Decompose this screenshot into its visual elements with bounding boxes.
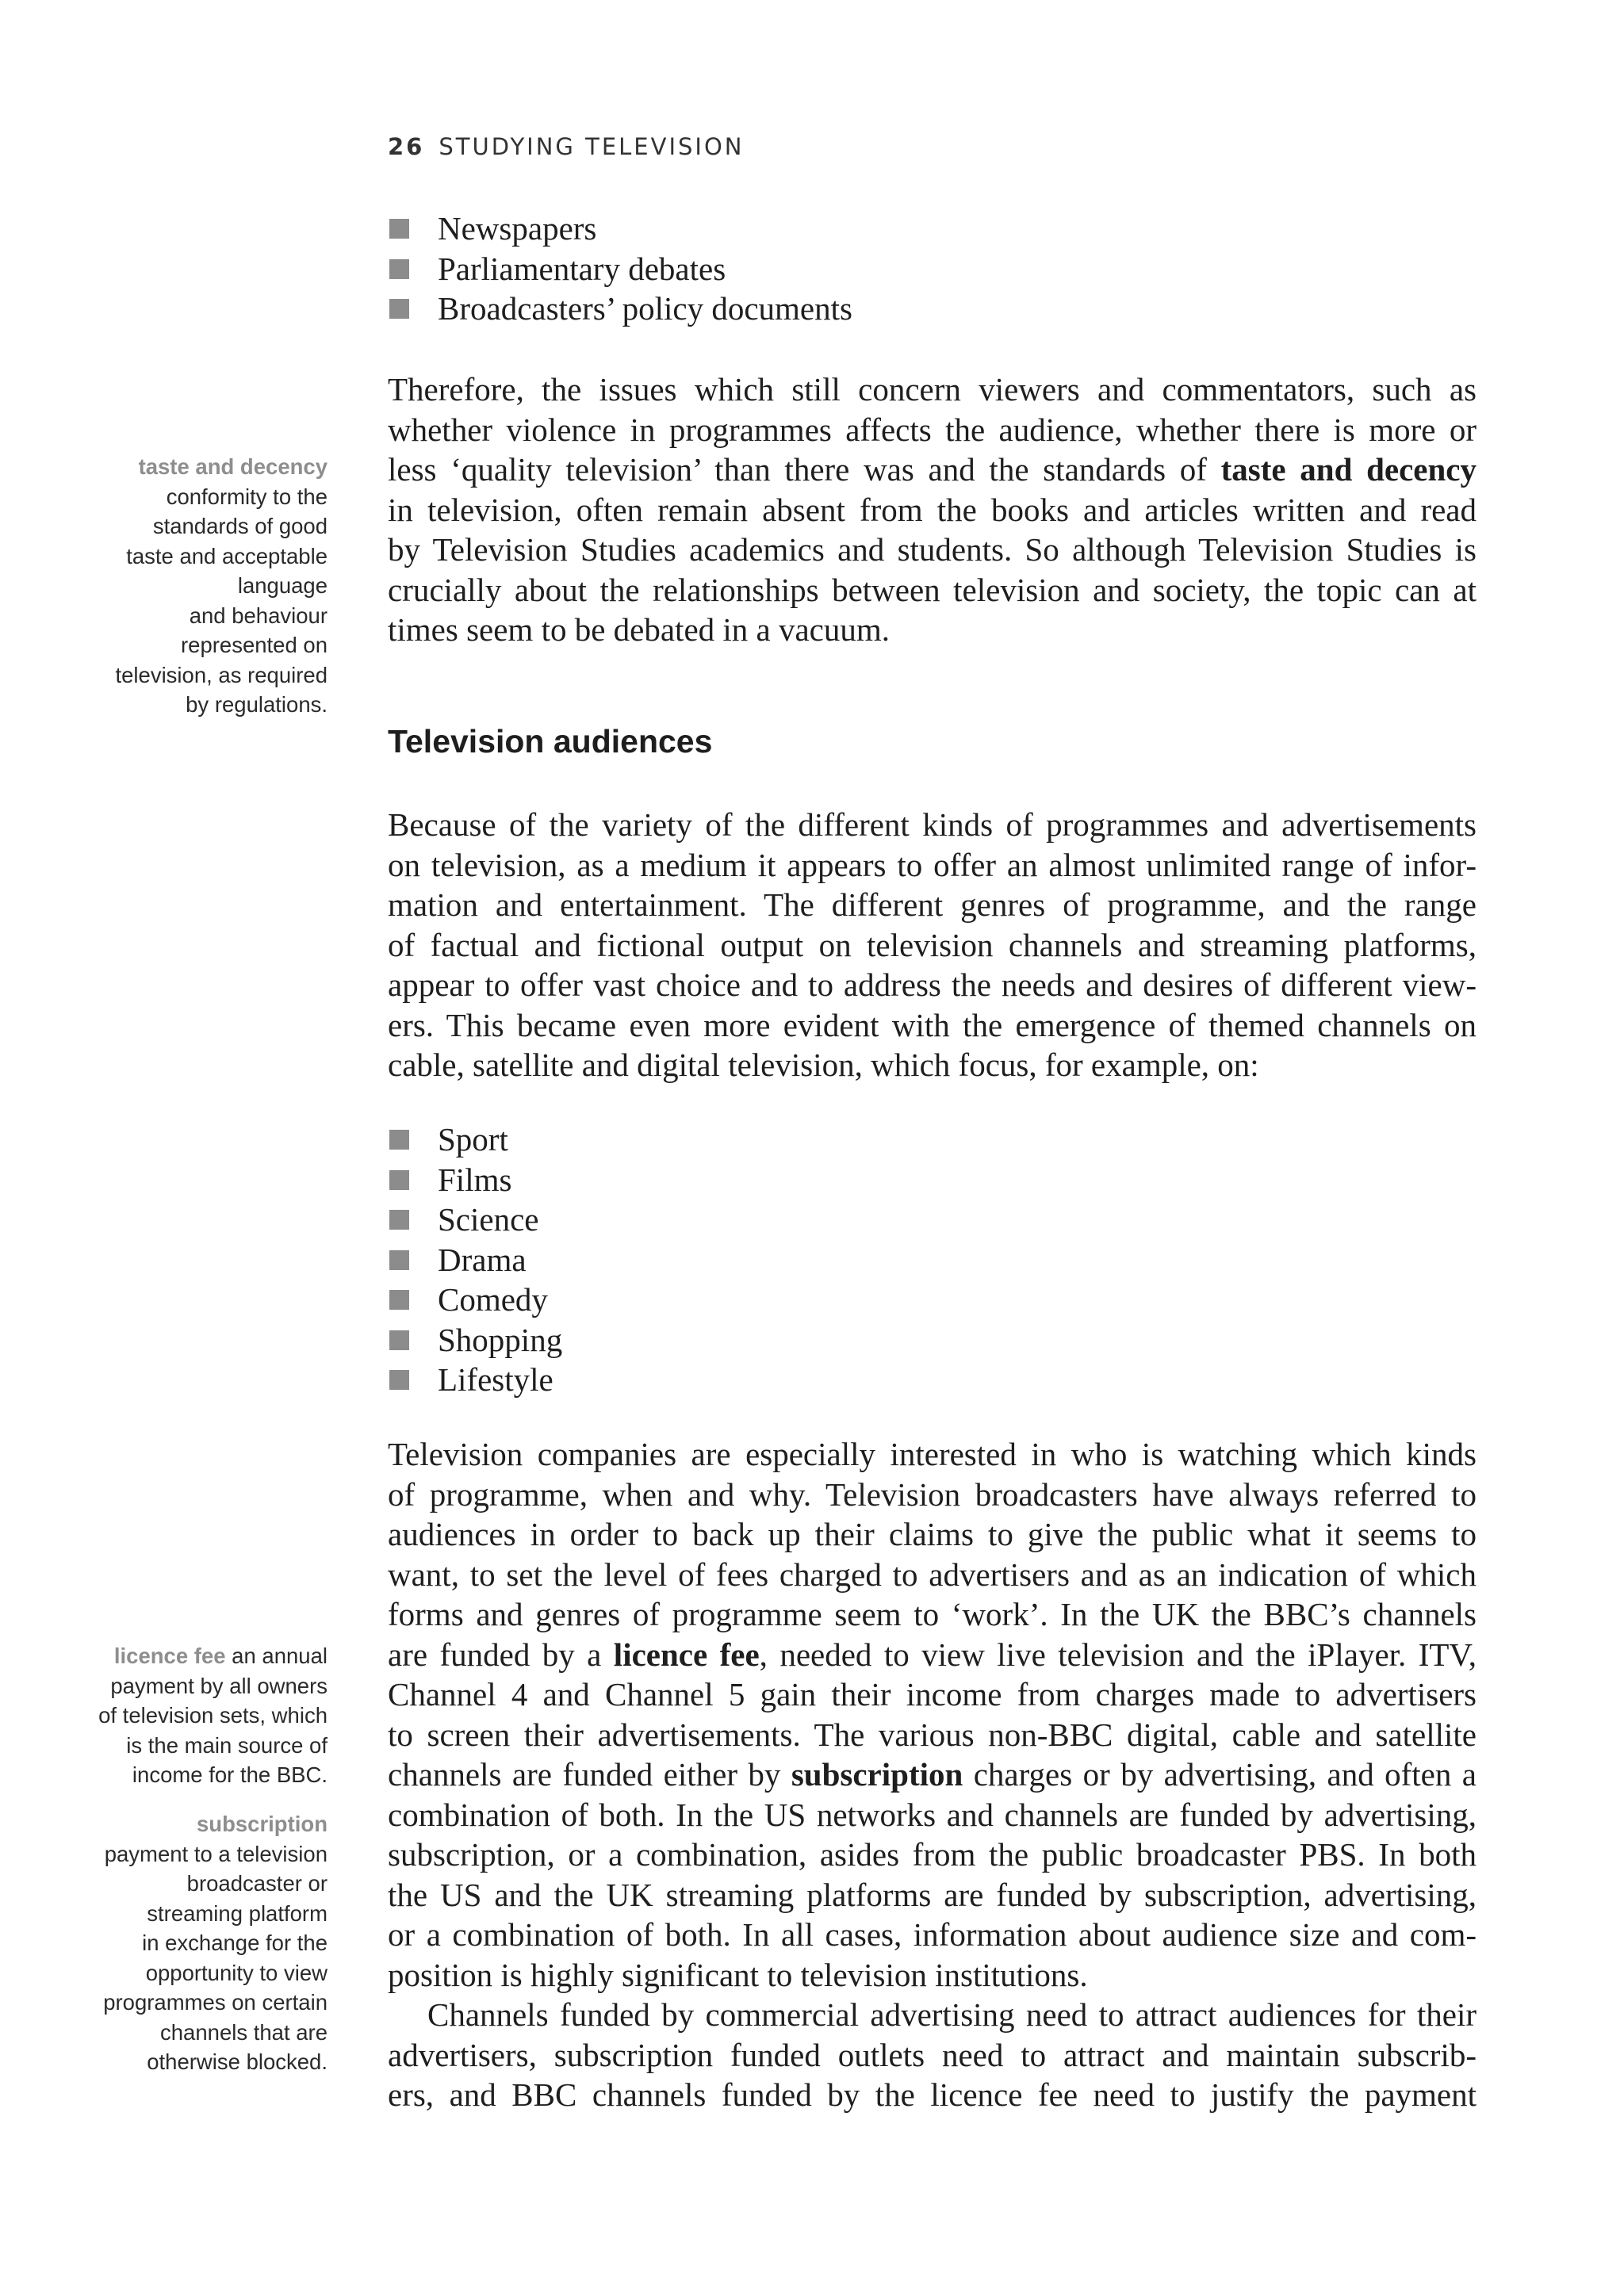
list-item: Sport bbox=[388, 1119, 1477, 1160]
glossary-licence-fee: licence fee an annual payment by all owners of television sets, which is the main source of income for the BBC. bbox=[98, 1644, 327, 1787]
bullet-square-icon bbox=[389, 1370, 409, 1390]
list-item: Lifestyle bbox=[388, 1360, 1477, 1400]
running-head bbox=[388, 133, 745, 160]
bullet-square-icon bbox=[389, 219, 409, 239]
keyword-subscription: subscription bbox=[791, 1756, 963, 1793]
sources-list-block bbox=[388, 209, 1477, 329]
bullet-square-icon bbox=[389, 259, 409, 279]
glossary-term: taste and decency bbox=[138, 454, 327, 479]
paragraph-channels: Channels funded by commercial advertising need to attract audiences for their advertisers, subscription funded outlets need to attract and maintain subscrib- ers, and BBC channels funded by the licence fee need to justify the payment bbox=[388, 1996, 1477, 2113]
sources-list bbox=[388, 209, 1477, 329]
glossary-term: subscription bbox=[196, 1812, 327, 1836]
bullet-square-icon bbox=[389, 299, 409, 319]
section-heading: Television audiences bbox=[388, 723, 713, 760]
bullet-square-icon bbox=[389, 1130, 409, 1150]
bullet-square-icon bbox=[389, 1250, 409, 1270]
list-item: Comedy bbox=[388, 1280, 1477, 1320]
running-title: STUDYING TELEVISION bbox=[439, 133, 745, 160]
genres-list bbox=[388, 1119, 1477, 1400]
list-item: Parliamentary debates bbox=[388, 249, 1477, 289]
bullet-square-icon bbox=[389, 1170, 409, 1190]
bullet-square-icon bbox=[389, 1330, 409, 1350]
list-item: Shopping bbox=[388, 1320, 1477, 1360]
keyword-taste-and-decency: taste and decency bbox=[1220, 451, 1477, 488]
keyword-licence-fee: licence fee bbox=[613, 1636, 760, 1673]
paragraph-issues: Therefore, the issues which still concern viewers and commentators, such as whether violence in programmes affects the audience, whether there is more or less ‘quality television’ than there was and the standards of taste and decency in television, often remain absent from the books and articles written and read by Television Studies academics and students. So although Television Studies is crucially about the relationships between television and society, the topic can at times seem to be debated in a vacuum. bbox=[388, 371, 1477, 648]
glossary-subscription: subscription payment to a television broadcaster or streaming platform in exchange for the opportunity to view programmes on certain channels that are otherwise blocked. bbox=[63, 1809, 327, 2077]
page-number: 26 bbox=[388, 133, 425, 160]
paragraph-variety: Because of the variety of the different kinds of programmes and advertisements on television, as a medium it appears to offer an almost unlimited range of infor- mation and entertainment. The different genres of programme, and the range of factual and fictional output on television channels and streaming platforms, appear to offer vast choice and to address the needs and desires of different view- ers. This became even more evident with the emergence of themed channels on cable, satellite and digital television, which focus, for example, on: bbox=[388, 806, 1477, 1083]
paragraph-companies: Television companies are especially interested in who is watching which kinds of programme, when and why. Television broadcasters have always referred to audiences in order to back up their claims to give the public what it seems to want, to set the level of fees charged to advertisers and as an indication of which forms and genres of programme seem to ‘work’. In the UK the BBC’s channels are funded by a licence fee, needed to view live television and the iPlayer. ITV, Channel 4 and Channel 5 gain their income from charges made to advertisers to screen their advertisements. The various non-BBC digital, cable and satellite channels are funded either by subscription charges or by advertising, and often a combination of both. In the US networks and channels are funded by advertising, subscription, or a combination, asides from the public broadcaster PBS. In both the US and the UK streaming platforms are funded by subscription, advertising, or a combination of both. In all cases, information about audience size and com- position is highly significant to television institutions. Channels funded by commercial advertising need to attract audiences for their advertisers, subscription funded outlets need to attract and maintain subscrib- ers, and BBC channels funded by the licence fee need to justify the payment bbox=[388, 1434, 1477, 2115]
glossary-taste-and-decency: taste and decency conformity to the standards of good taste and acceptable language and behaviour represented on television, as required by regulations. bbox=[63, 452, 327, 720]
list-item: Drama bbox=[388, 1240, 1477, 1280]
list-item: Films bbox=[388, 1160, 1477, 1200]
list-item: Newspapers bbox=[388, 209, 1477, 249]
genres-list-block bbox=[388, 1119, 1477, 1400]
glossary-term: licence fee bbox=[113, 1644, 226, 1668]
bullet-square-icon bbox=[389, 1210, 409, 1230]
list-item: Broadcasters’ policy documents bbox=[388, 289, 1477, 329]
list-item: Science bbox=[388, 1200, 1477, 1240]
bullet-square-icon bbox=[389, 1290, 409, 1310]
